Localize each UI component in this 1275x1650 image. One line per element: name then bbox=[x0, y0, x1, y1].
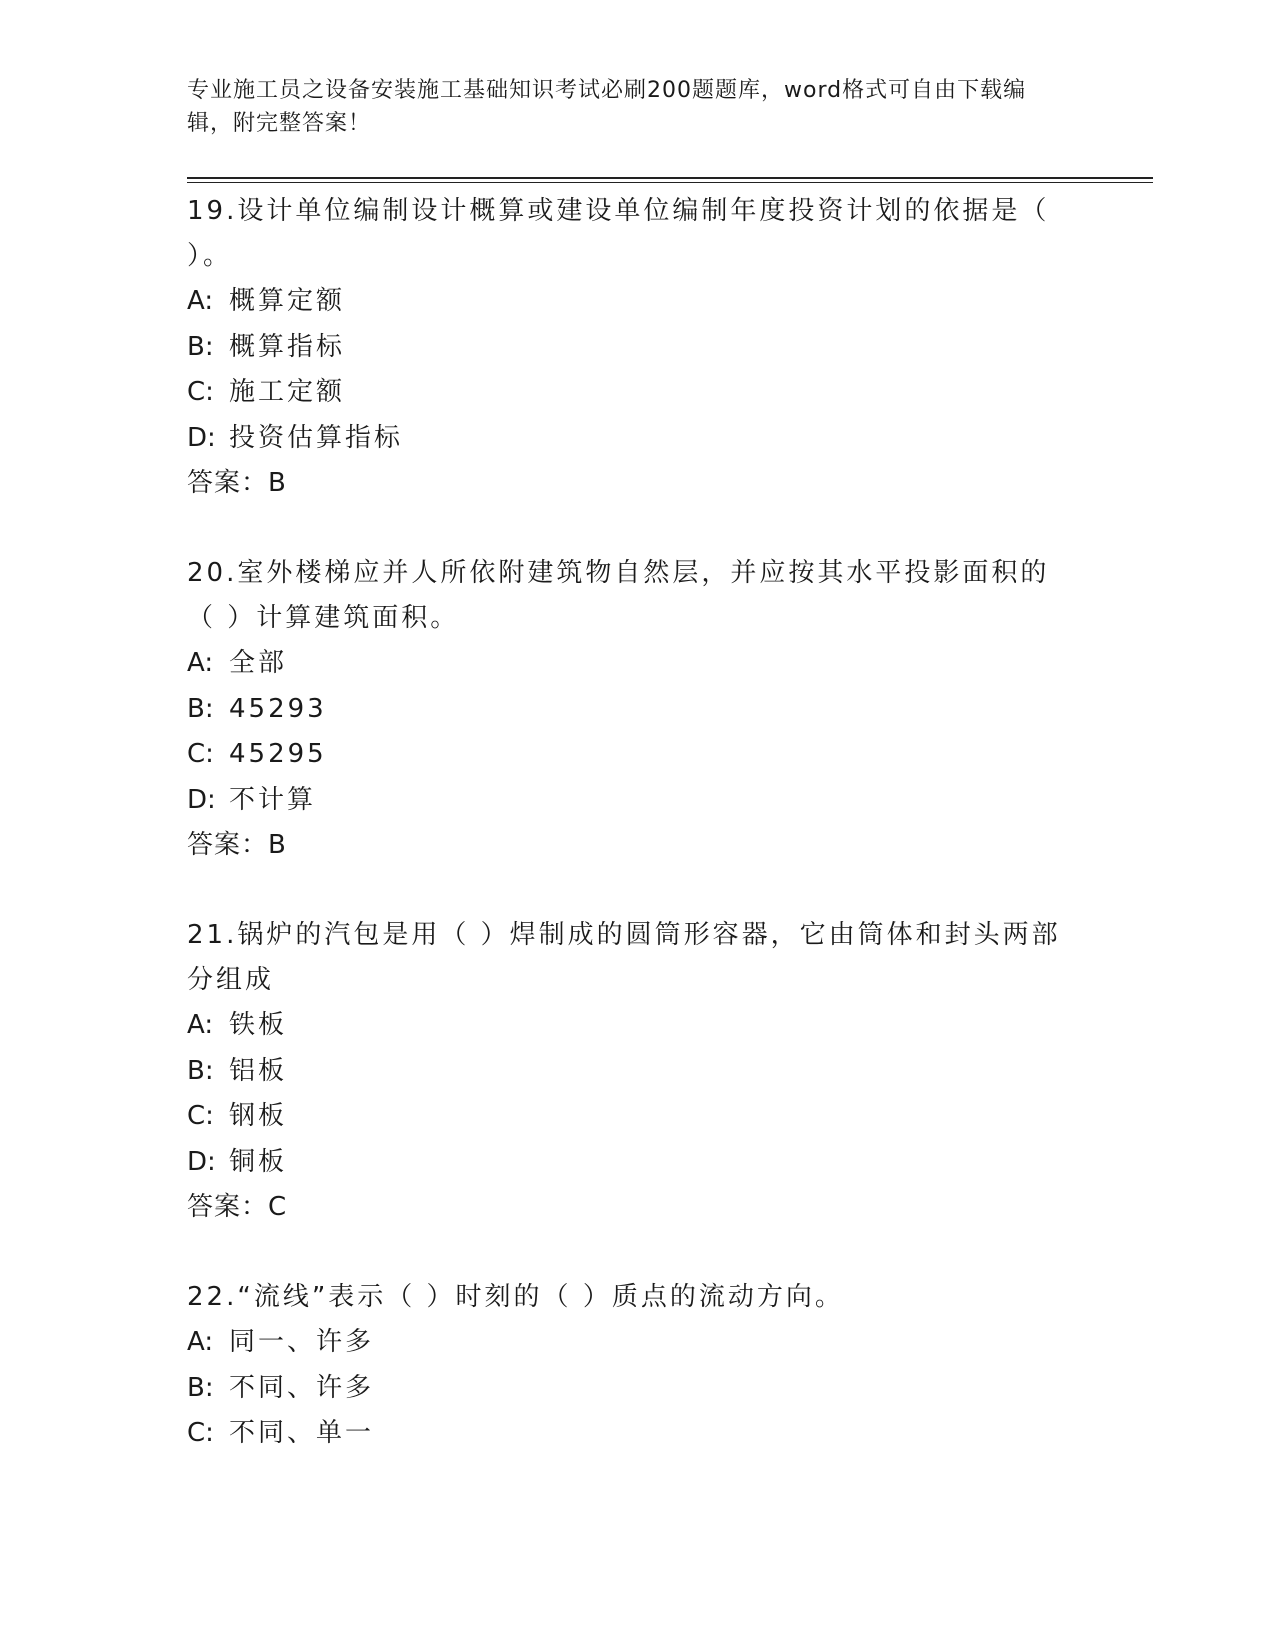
option-text: 45293 bbox=[229, 693, 327, 724]
question-22 bbox=[187, 1275, 1067, 1457]
option-a bbox=[187, 1320, 1067, 1366]
header-divider-thick bbox=[187, 177, 1153, 179]
option-d bbox=[187, 416, 1067, 462]
option-text: 45295 bbox=[229, 739, 327, 769]
option-letter: C: bbox=[187, 1418, 214, 1448]
option-b bbox=[187, 1049, 1067, 1095]
document-header: 专业施工员之设备安装施工基础知识考试必刷200题题库，word格式可自由下载编辑，附完整答案！ bbox=[187, 78, 1027, 136]
option-text: 铝板 bbox=[229, 1055, 288, 1086]
option-letter: A: bbox=[187, 1010, 214, 1040]
option-letter: A: bbox=[187, 648, 214, 678]
answer-line: 答案：B bbox=[187, 830, 287, 860]
question-list bbox=[187, 189, 1067, 1502]
answer-line: 答案：C bbox=[187, 1192, 288, 1222]
option-text: 投资估算指标 bbox=[229, 422, 404, 453]
option-text: 不计算 bbox=[229, 784, 317, 815]
option-letter: D: bbox=[187, 422, 216, 453]
question-stem: 20.室外楼梯应并人所依附建筑物自然层，并应按其水平投影面积的（ ）计算建筑面积。 bbox=[187, 558, 1050, 633]
option-c bbox=[187, 1411, 1067, 1457]
header-divider-thin bbox=[187, 182, 1153, 183]
option-b bbox=[187, 325, 1067, 371]
option-text: 全部 bbox=[229, 648, 288, 678]
option-c bbox=[187, 370, 1067, 416]
option-text: 不同、许多 bbox=[229, 1372, 375, 1403]
option-text: 铜板 bbox=[229, 1146, 288, 1177]
option-b bbox=[187, 1366, 1067, 1412]
question-stem: 21.锅炉的汽包是用（ ）焊制成的圆筒形容器，它由筒体和封头两部分组成 bbox=[187, 920, 1061, 995]
question-19 bbox=[187, 189, 1067, 506]
option-text: 概算定额 bbox=[229, 286, 346, 316]
option-letter: A: bbox=[187, 286, 214, 316]
option-text: 铁板 bbox=[229, 1010, 288, 1040]
option-letter: B: bbox=[187, 693, 214, 724]
option-c bbox=[187, 732, 1067, 778]
option-text: 概算指标 bbox=[229, 331, 346, 362]
option-letter: D: bbox=[187, 1146, 216, 1177]
option-letter: A: bbox=[187, 1327, 214, 1357]
question-stem: 22.“流线”表示（ ）时刻的（ ）质点的流动方向。 bbox=[187, 1282, 844, 1312]
option-letter: C: bbox=[187, 1101, 214, 1131]
option-c bbox=[187, 1094, 1067, 1140]
answer-line: 答案：B bbox=[187, 468, 287, 498]
question-stem: 19.设计单位编制设计概算或建设单位编制年度投资计划的依据是（ ）。 bbox=[187, 196, 1050, 271]
option-letter: C: bbox=[187, 739, 214, 769]
option-d bbox=[187, 1140, 1067, 1186]
option-letter: B: bbox=[187, 1055, 214, 1086]
option-text: 钢板 bbox=[229, 1101, 288, 1131]
option-letter: C: bbox=[187, 377, 214, 407]
option-text: 不同、单一 bbox=[229, 1418, 375, 1448]
option-a bbox=[187, 641, 1067, 687]
option-text: 同一、许多 bbox=[229, 1327, 375, 1357]
question-21 bbox=[187, 913, 1067, 1230]
option-b bbox=[187, 687, 1067, 733]
option-letter: B: bbox=[187, 331, 214, 362]
option-d bbox=[187, 778, 1067, 824]
option-letter: B: bbox=[187, 1372, 214, 1403]
option-letter: D: bbox=[187, 784, 216, 815]
option-a bbox=[187, 1003, 1067, 1049]
option-a bbox=[187, 279, 1067, 325]
option-text: 施工定额 bbox=[229, 377, 346, 407]
question-20 bbox=[187, 551, 1067, 868]
